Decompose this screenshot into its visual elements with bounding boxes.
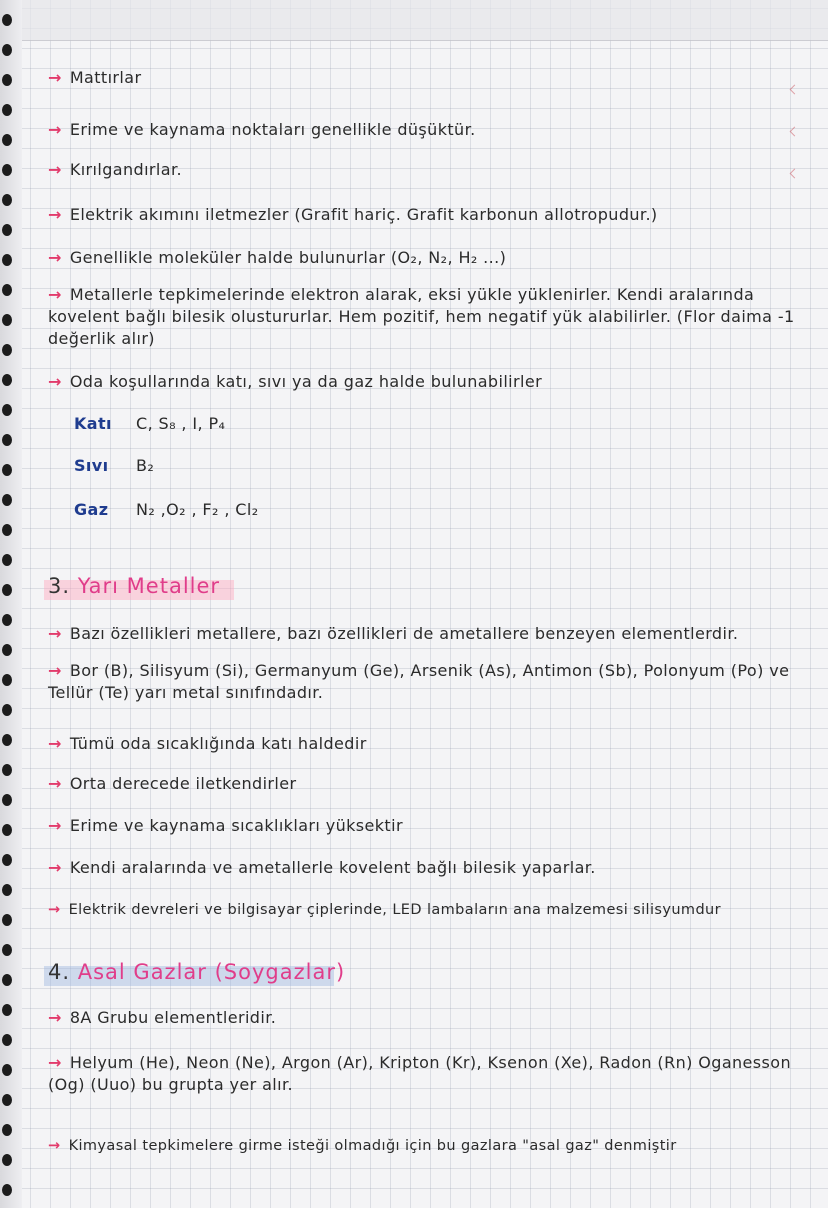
note-text: Helyum (He), Neon (Ne), Argon (Ar), Kripton (Kr), Ksenon (Xe), Radon (Rn) Oganesson (Og) (Uuo) bu grupta yer alır.: [48, 1053, 792, 1094]
note-text: 8A Grubu elementleridir.: [69, 1008, 277, 1027]
spiral-ring: [2, 974, 12, 986]
spiral-ring: [2, 704, 12, 716]
spiral-binding: [0, 0, 22, 1208]
arrow-icon: →: [48, 902, 61, 918]
section-title: Yarı Metaller: [77, 574, 221, 598]
spiral-ring: [2, 944, 12, 956]
arrow-icon: →: [48, 661, 62, 680]
state-row-gas: [74, 500, 812, 519]
note-line: [48, 248, 812, 267]
spiral-ring: [2, 194, 12, 206]
note-line: [48, 1138, 812, 1154]
note-paragraph: [48, 284, 808, 350]
note-text: Kırılgandırlar.: [69, 160, 182, 179]
spiral-ring: [2, 614, 12, 626]
note-text: Metallerle tepkimelerinde elektron alarak, eksi yükle yüklenirler. Kendi aralarında kovelent bağlı bilesik olustururlar. Hem pozitif, hem negatif yük alabilirler. (Flor daima -1 değerlik alır): [48, 285, 795, 348]
spiral-ring: [2, 1124, 12, 1136]
section-heading: [48, 960, 345, 984]
note-text: Tümü oda sıcaklığında katı haldedir: [69, 734, 367, 753]
spiral-ring: [2, 794, 12, 806]
spiral-ring: [2, 1064, 12, 1076]
note-text: Genellikle moleküler halde bulunurlar (O₂, N₂, H₂ ...): [69, 248, 507, 267]
note-line: [48, 120, 812, 139]
note-paragraph: [48, 660, 808, 704]
note-text: Mattırlar: [69, 68, 142, 87]
spiral-ring: [2, 134, 12, 146]
arrow-icon: →: [48, 372, 62, 391]
spiral-ring: [2, 104, 12, 116]
note-text: Kendi aralarında ve ametallerle kovelent bağlı bilesik yaparlar.: [69, 858, 596, 877]
spiral-ring: [2, 74, 12, 86]
spiral-ring: [2, 314, 12, 326]
state-value: B₂: [136, 456, 155, 475]
arrow-icon: →: [48, 624, 62, 643]
spiral-ring: [2, 1094, 12, 1106]
spiral-ring: [2, 734, 12, 746]
spiral-ring: [2, 824, 12, 836]
spiral-ring: [2, 254, 12, 266]
note-line: [48, 902, 812, 918]
note-text: Bor (B), Silisyum (Si), Germanyum (Ge), Arsenik (As), Antimon (Sb), Polonyum (Po) ve Tellür (Te) yarı metal sınıfındadır.: [48, 661, 790, 702]
spiral-ring: [2, 584, 12, 596]
spiral-ring: [2, 854, 12, 866]
arrow-icon: →: [48, 248, 62, 267]
arrow-icon: →: [48, 205, 62, 224]
spiral-ring: [2, 644, 12, 656]
state-label: Katı: [74, 414, 112, 433]
note-text: Bazı özellikleri metallere, bazı özellikleri de ametallere benzeyen elementlerdir.: [69, 624, 739, 643]
spiral-ring: [2, 674, 12, 686]
spiral-ring: [2, 374, 12, 386]
arrow-icon: →: [48, 816, 62, 835]
note-line: [48, 372, 812, 391]
arrow-icon: →: [48, 1138, 61, 1154]
note-line: [48, 1008, 812, 1027]
state-label: Gaz: [74, 500, 109, 519]
spiral-ring: [2, 164, 12, 176]
spiral-ring: [2, 494, 12, 506]
arrow-icon: →: [48, 285, 62, 304]
section-number: 4.: [48, 960, 71, 984]
note-line: [48, 774, 812, 793]
spiral-ring: [2, 284, 12, 296]
arrow-icon: →: [48, 1053, 62, 1072]
arrow-icon: →: [48, 160, 62, 179]
note-line: [48, 734, 812, 753]
note-paragraph: [48, 1052, 808, 1096]
note-line: [48, 624, 812, 643]
note-text: Kimyasal tepkimelere girme isteği olmadığı için bu gazlara "asal gaz" denmiştir: [68, 1138, 677, 1154]
note-line: [48, 858, 812, 877]
spiral-ring: [2, 1154, 12, 1166]
state-label: Sıvı: [74, 456, 109, 475]
spiral-ring: [2, 14, 12, 26]
arrow-icon: →: [48, 734, 62, 753]
spiral-ring: [2, 464, 12, 476]
spiral-ring: [2, 1184, 12, 1196]
arrow-icon: →: [48, 858, 62, 877]
note-text: Erime ve kaynama noktaları genellikle düşüktür.: [69, 120, 476, 139]
note-line: [48, 68, 812, 87]
spiral-ring: [2, 344, 12, 356]
state-value: C, S₈ , I, P₄: [136, 414, 226, 433]
state-row-liquid: [74, 456, 812, 475]
spiral-ring: [2, 764, 12, 776]
note-text: Elektrik devreleri ve bilgisayar çiplerinde, LED lambaların ana malzemesi silisyumdur: [68, 902, 721, 918]
section-heading: [48, 574, 220, 598]
arrow-icon: →: [48, 120, 62, 139]
note-text: Elektrik akımını iletmezler (Grafit hariç. Grafit karbonun allotropudur.): [69, 205, 658, 224]
spiral-ring: [2, 44, 12, 56]
arrow-icon: →: [48, 774, 62, 793]
section-title: Asal Gazlar (Soygazlar): [77, 960, 346, 984]
spiral-ring: [2, 1004, 12, 1016]
spiral-ring: [2, 524, 12, 536]
spiral-ring: [2, 434, 12, 446]
note-text: Erime ve kaynama sıcaklıkları yüksektir: [69, 816, 403, 835]
spiral-ring: [2, 1034, 12, 1046]
spiral-ring: [2, 554, 12, 566]
note-line: [48, 816, 812, 835]
note-text: Oda koşullarında katı, sıvı ya da gaz halde bulunabilirler: [69, 372, 543, 391]
spiral-ring: [2, 884, 12, 896]
arrow-icon: →: [48, 68, 62, 87]
note-line: [48, 205, 812, 224]
page-top-margin: [22, 0, 828, 41]
state-value: N₂ ,O₂ , F₂ , Cl₂: [136, 500, 259, 519]
spiral-ring: [2, 224, 12, 236]
spiral-ring: [2, 404, 12, 416]
section-number: 3.: [48, 574, 71, 598]
note-line: [48, 160, 812, 179]
spiral-ring: [2, 914, 12, 926]
arrow-icon: →: [48, 1008, 62, 1027]
state-row-solid: [74, 414, 812, 433]
note-text: Orta derecede iletkendirler: [69, 774, 297, 793]
